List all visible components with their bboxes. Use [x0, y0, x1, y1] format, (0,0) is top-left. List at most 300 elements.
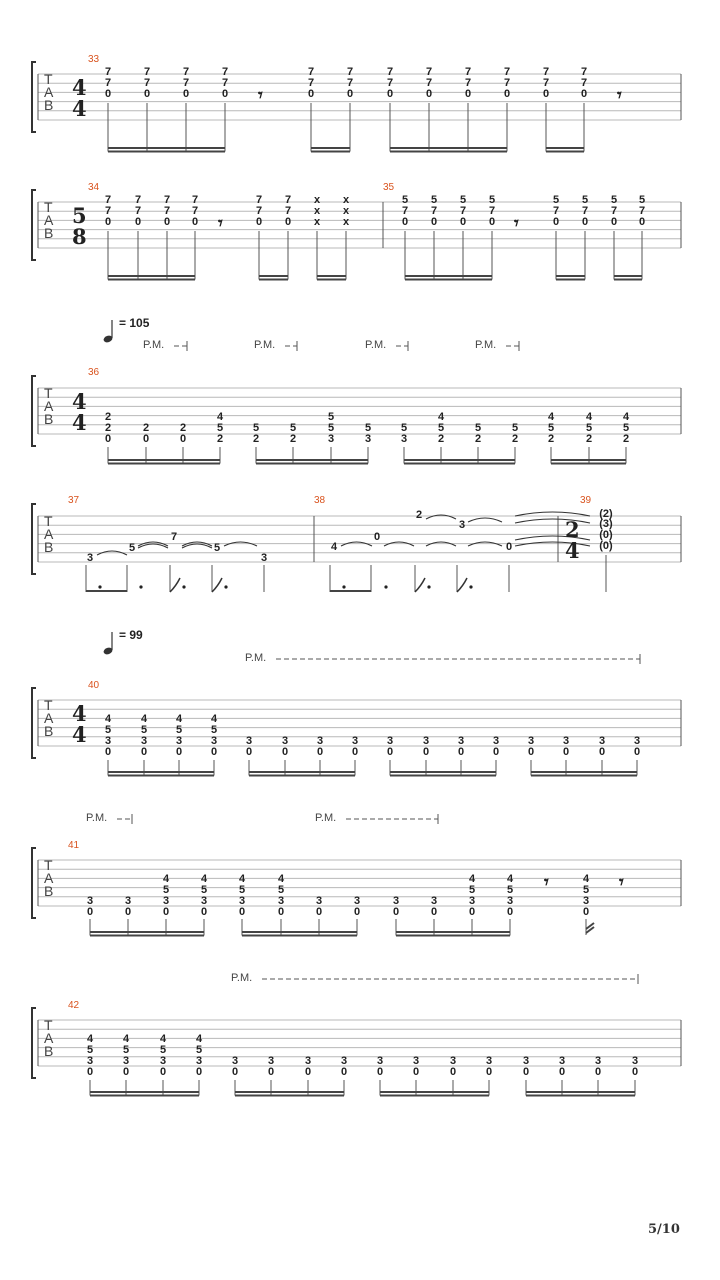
rest-symbol: 𝄾	[619, 872, 624, 892]
fret-number: 7	[134, 205, 142, 217]
fret-number: 0	[464, 88, 472, 100]
fret-number: 7	[191, 205, 199, 217]
fret-number: 3	[340, 1055, 348, 1067]
fret-number: 5	[104, 724, 112, 736]
system-bracket	[32, 376, 36, 446]
fret-number: 0	[238, 906, 246, 918]
fret-number: x	[313, 216, 321, 228]
time-signature-bottom: 4	[565, 538, 580, 563]
system-bracket	[32, 504, 36, 574]
fret-number: 0	[353, 906, 361, 918]
fret-number: 0	[122, 1066, 130, 1078]
fret-number: 3	[430, 895, 438, 907]
tab-clef-letter: B	[44, 723, 54, 739]
fret-number: 7	[191, 194, 199, 206]
fret-number: 0	[284, 216, 292, 228]
fret-number: 0	[304, 1066, 312, 1078]
fret-number: 3	[351, 735, 359, 747]
fret-number: (3)	[599, 518, 613, 530]
fret-number: 0	[142, 433, 150, 445]
fret-number: 7	[307, 77, 315, 89]
fret-number: 3	[485, 1055, 493, 1067]
fret-number: 3	[364, 433, 372, 445]
fret-number: 7	[170, 531, 178, 543]
fret-number: 5	[327, 411, 335, 423]
measure-number: 39	[580, 495, 592, 506]
fret-number: 4	[547, 411, 555, 423]
fret-number: 4	[506, 873, 514, 885]
fret-number: 2	[104, 411, 112, 423]
measure-number: 33	[88, 54, 100, 65]
palm-mute-label: P.M.	[254, 339, 276, 351]
fret-number: 0	[522, 1066, 530, 1078]
fret-number: 4	[330, 541, 338, 553]
rest-symbol: 𝄾	[514, 213, 519, 233]
fret-number: x	[342, 194, 350, 206]
tab-clef-letter: B	[44, 225, 54, 241]
fret-number: x	[342, 216, 350, 228]
fret-number: 7	[430, 205, 438, 217]
fret-number: 0	[346, 88, 354, 100]
fret-number: 2	[415, 509, 423, 521]
fret-number: 7	[542, 66, 550, 78]
fret-number: 2	[104, 422, 112, 434]
fret-number: 3	[522, 1055, 530, 1067]
fret-number: 3	[86, 552, 94, 564]
fret-number: 7	[221, 66, 229, 78]
fret-number: 3	[195, 1055, 203, 1067]
time-signature-bottom: 4	[72, 722, 87, 747]
palm-mute-label: P.M.	[231, 972, 253, 984]
fret-number: 7	[163, 194, 171, 206]
fret-number: 0	[315, 906, 323, 918]
fret-number: 0	[527, 746, 535, 758]
fret-number: 7	[255, 205, 263, 217]
fret-number: 0	[104, 433, 112, 445]
system-bracket	[32, 1008, 36, 1078]
fret-number: 3	[492, 735, 500, 747]
fret-number: 2	[252, 433, 260, 445]
fret-number: 3	[458, 519, 466, 531]
tab-clef-letter: B	[44, 883, 54, 899]
fret-number: 0	[598, 746, 606, 758]
fret-number: 0	[552, 216, 560, 228]
fret-number: 4	[468, 873, 476, 885]
rest-symbol: 𝄾	[617, 85, 622, 105]
tab-clef-letter: B	[44, 1043, 54, 1059]
measure-number: 35	[383, 182, 395, 193]
fret-number: 0	[392, 906, 400, 918]
fret-number: 0	[425, 88, 433, 100]
fret-number: 5	[459, 194, 467, 206]
fret-number: 7	[221, 77, 229, 89]
slide-curve	[515, 512, 590, 516]
tab-clef-letter: T	[44, 697, 53, 713]
slide-curve	[468, 518, 502, 522]
fret-number: 3	[386, 735, 394, 747]
fret-number: 3	[175, 735, 183, 747]
fret-number: 7	[464, 77, 472, 89]
fret-number: 3	[104, 735, 112, 747]
tab-clef-letter: B	[44, 411, 54, 427]
fret-number: 5	[401, 194, 409, 206]
fret-number: 0	[200, 906, 208, 918]
fret-number: 3	[412, 1055, 420, 1067]
fret-number: 3	[231, 1055, 239, 1067]
tab-clef-letter: B	[44, 97, 54, 113]
fret-number: 7	[425, 77, 433, 89]
fret-number: 0	[373, 531, 381, 543]
fret-number: 5	[122, 1044, 130, 1056]
fret-number: (0)	[599, 540, 613, 552]
time-signature-bottom: 4	[72, 410, 87, 435]
tab-clef-letter: A	[44, 1030, 54, 1046]
fret-number: 5	[195, 1044, 203, 1056]
fret-number: 0	[277, 906, 285, 918]
fret-number: 3	[200, 895, 208, 907]
fret-number: 2	[547, 433, 555, 445]
fret-number: 7	[346, 66, 354, 78]
time-signature-top: 4	[72, 75, 87, 100]
fret-number: 3	[315, 895, 323, 907]
fret-number: 0	[638, 216, 646, 228]
fret-number: 7	[425, 66, 433, 78]
fret-number: 5	[582, 884, 590, 896]
fret-number: 3	[140, 735, 148, 747]
palm-mute-label: P.M.	[315, 812, 337, 824]
fret-number: 5	[162, 884, 170, 896]
slide-curve	[138, 544, 168, 548]
fret-number: 4	[582, 873, 590, 885]
fret-number: 3	[527, 735, 535, 747]
fret-number: 0	[386, 746, 394, 758]
fret-number: 5	[210, 724, 218, 736]
flag	[457, 578, 467, 592]
dot	[469, 585, 472, 588]
fret-number: 3	[400, 433, 408, 445]
fret-number: 5	[622, 422, 630, 434]
fret-number: 4	[140, 713, 148, 725]
fret-number: 0	[580, 88, 588, 100]
fret-number: 7	[163, 205, 171, 217]
fret-number: 5	[277, 884, 285, 896]
fret-number: 7	[488, 205, 496, 217]
fret-number: 0	[86, 906, 94, 918]
fret-number: 0	[231, 1066, 239, 1078]
time-signature-bottom: 8	[72, 224, 87, 249]
fret-number: 0	[140, 746, 148, 758]
fret-number: 3	[162, 895, 170, 907]
fret-number: 0	[281, 746, 289, 758]
fret-number: x	[313, 205, 321, 217]
tab-clef-letter: T	[44, 1017, 53, 1033]
tempo-marking: = 105	[119, 316, 150, 330]
fret-number: 3	[304, 1055, 312, 1067]
fret-number: 0	[457, 746, 465, 758]
fret-number: 0	[104, 88, 112, 100]
fret-number: 0	[245, 746, 253, 758]
fret-number: 3	[245, 735, 253, 747]
fret-number: 0	[134, 216, 142, 228]
palm-mute-label: P.M.	[245, 652, 267, 664]
fret-number: 0	[562, 746, 570, 758]
fret-number: 4	[86, 1033, 94, 1045]
fret-number: 7	[580, 66, 588, 78]
fret-number: 3	[506, 895, 514, 907]
fret-number: 0	[492, 746, 500, 758]
fret-number: 0	[488, 216, 496, 228]
flag	[212, 578, 222, 592]
fret-number: 5	[610, 194, 618, 206]
fret-number: 2	[511, 433, 519, 445]
dot	[98, 585, 101, 588]
fret-number: 5	[506, 884, 514, 896]
fret-number: 7	[143, 77, 151, 89]
tab-clef-letter: T	[44, 199, 53, 215]
tab-clef-letter: T	[44, 513, 53, 529]
rest-symbol: 𝄾	[218, 213, 223, 233]
fret-number: 0	[594, 1066, 602, 1078]
fret-number: 5	[289, 422, 297, 434]
fret-number: 7	[459, 205, 467, 217]
fret-number: 3	[376, 1055, 384, 1067]
fret-number: 5	[159, 1044, 167, 1056]
fret-number: 7	[104, 194, 112, 206]
fret-number: 0	[610, 216, 618, 228]
fret-number: 7	[182, 66, 190, 78]
fret-number: 5	[86, 1044, 94, 1056]
fret-number: 3	[449, 1055, 457, 1067]
tab-clef-letter: A	[44, 398, 54, 414]
fret-number: 0	[267, 1066, 275, 1078]
fret-number: 3	[124, 895, 132, 907]
fret-number: 3	[86, 895, 94, 907]
fret-number: 7	[464, 66, 472, 78]
fret-number: 0	[351, 746, 359, 758]
fret-number: 3	[422, 735, 430, 747]
measure-number: 41	[68, 840, 80, 851]
fret-number: (0)	[599, 529, 613, 541]
fret-number: 0	[159, 1066, 167, 1078]
fret-number: 5	[585, 422, 593, 434]
fret-number: 5	[547, 422, 555, 434]
fret-number: 0	[316, 746, 324, 758]
fret-number: 5	[140, 724, 148, 736]
fret-number: 3	[238, 895, 246, 907]
fret-number: 3	[260, 552, 268, 564]
page-number: 5/10	[648, 1222, 680, 1237]
fret-number: 7	[503, 77, 511, 89]
dot	[139, 585, 142, 588]
fret-number: 0	[506, 906, 514, 918]
fret-number: 7	[610, 205, 618, 217]
fret-number: 4	[104, 713, 112, 725]
fret-number: 3	[86, 1055, 94, 1067]
fret-number: 0	[485, 1066, 493, 1078]
fret-number: 5	[474, 422, 482, 434]
fret-number: 0	[143, 88, 151, 100]
fret-number: 7	[284, 205, 292, 217]
fret-number: 5	[213, 542, 221, 554]
fret-number: 7	[386, 77, 394, 89]
fret-number: 0	[182, 88, 190, 100]
dot	[427, 585, 430, 588]
fret-number: 5	[638, 194, 646, 206]
palm-mute-label: P.M.	[365, 339, 387, 351]
fret-number: 0	[401, 216, 409, 228]
fret-number: 3	[159, 1055, 167, 1067]
fret-number: 5	[200, 884, 208, 896]
fret-number: 4	[585, 411, 593, 423]
fret-number: 2	[622, 433, 630, 445]
fret-number: 3	[277, 895, 285, 907]
fret-number: 4	[162, 873, 170, 885]
system-bracket	[32, 190, 36, 260]
fret-number: 0	[124, 906, 132, 918]
fret-number: 5	[488, 194, 496, 206]
tab-clef-letter: A	[44, 526, 54, 542]
fret-number: 7	[503, 66, 511, 78]
measure-number: 38	[314, 495, 326, 506]
fret-number: 0	[104, 216, 112, 228]
fret-number: 4	[437, 411, 445, 423]
time-signature-top: 5	[72, 203, 87, 228]
time-signature-top: 4	[72, 701, 87, 726]
fret-number: 3	[631, 1055, 639, 1067]
fret-number: 0	[255, 216, 263, 228]
fret-number: 7	[134, 194, 142, 206]
fret-number: 0	[104, 746, 112, 758]
measure-number: 42	[68, 1000, 80, 1011]
system-bracket	[32, 62, 36, 132]
fret-number: 3	[582, 895, 590, 907]
fret-number: 2	[437, 433, 445, 445]
fret-number: 3	[392, 895, 400, 907]
fret-number: 7	[638, 205, 646, 217]
measure-number: 37	[68, 495, 80, 506]
tab-clef-letter: A	[44, 870, 54, 886]
tab-clef-letter: A	[44, 212, 54, 228]
flag	[170, 578, 180, 592]
fret-number: 0	[210, 746, 218, 758]
fret-number: 5	[252, 422, 260, 434]
fret-number: 3	[457, 735, 465, 747]
fret-number: 0	[162, 906, 170, 918]
fret-number: 0	[581, 216, 589, 228]
fret-number: 3	[558, 1055, 566, 1067]
fret-number: 0	[422, 746, 430, 758]
fret-number: 3	[468, 895, 476, 907]
fret-number: 4	[238, 873, 246, 885]
fret-number: 2	[216, 433, 224, 445]
fret-number: 7	[307, 66, 315, 78]
fret-number: 4	[277, 873, 285, 885]
fret-number: 7	[182, 77, 190, 89]
fret-number: 5	[238, 884, 246, 896]
fret-number: 3	[316, 735, 324, 747]
fret-number: 0	[430, 216, 438, 228]
fret-number: 5	[327, 422, 335, 434]
fret-number: 4	[210, 713, 218, 725]
fret-number: 3	[633, 735, 641, 747]
fret-number: 0	[191, 216, 199, 228]
fret-number: 4	[122, 1033, 130, 1045]
tab-clef-letter: B	[44, 539, 54, 555]
fret-number: x	[313, 194, 321, 206]
fret-number: 7	[104, 205, 112, 217]
fret-number: 3	[598, 735, 606, 747]
tab-clef-letter: T	[44, 71, 53, 87]
fret-number: 5	[552, 194, 560, 206]
tab-clef-letter: T	[44, 385, 53, 401]
system-bracket	[32, 688, 36, 758]
fret-number: 3	[594, 1055, 602, 1067]
tab-clef-letter: A	[44, 710, 54, 726]
fret-number: 0	[459, 216, 467, 228]
fret-number: 4	[216, 411, 224, 423]
fret-number: 4	[175, 713, 183, 725]
dot	[224, 585, 227, 588]
fret-number: 7	[552, 205, 560, 217]
fret-number: 3	[353, 895, 361, 907]
fret-number: 0	[631, 1066, 639, 1078]
fret-number: 0	[86, 1066, 94, 1078]
fret-number: (2)	[599, 508, 613, 520]
time-signature-top: 2	[565, 517, 580, 542]
fret-number: 3	[327, 433, 335, 445]
palm-mute-label: P.M.	[86, 812, 108, 824]
fret-number: 0	[449, 1066, 457, 1078]
fret-number: 0	[582, 906, 590, 918]
dot	[384, 585, 387, 588]
fret-number: 5	[175, 724, 183, 736]
fret-number: 3	[281, 735, 289, 747]
fret-number: 7	[104, 77, 112, 89]
fret-number: 0	[412, 1066, 420, 1078]
tab-clef-letter: T	[44, 857, 53, 873]
fret-number: 7	[580, 77, 588, 89]
fret-number: 0	[307, 88, 315, 100]
fret-number: 7	[542, 77, 550, 89]
fret-number: 3	[267, 1055, 275, 1067]
time-signature-top: 4	[72, 389, 87, 414]
slide-curve	[182, 544, 212, 548]
fret-number: 2	[142, 422, 150, 434]
fret-number: 0	[221, 88, 229, 100]
fret-number: 0	[195, 1066, 203, 1078]
fret-number: 0	[376, 1066, 384, 1078]
fret-number: 0	[505, 541, 513, 553]
fret-number: 4	[159, 1033, 167, 1045]
tempo-marking: = 99	[119, 628, 143, 642]
fret-number: 0	[430, 906, 438, 918]
measure-number: 40	[88, 680, 100, 691]
fret-number: 5	[437, 422, 445, 434]
fret-number: 7	[386, 66, 394, 78]
fret-number: 3	[562, 735, 570, 747]
dot	[342, 585, 345, 588]
fret-number: 5	[581, 194, 589, 206]
fret-number: x	[342, 205, 350, 217]
fret-number: 7	[401, 205, 409, 217]
fret-number: 7	[143, 66, 151, 78]
fret-number: 7	[284, 194, 292, 206]
fret-number: 5	[400, 422, 408, 434]
palm-mute-label: P.M.	[475, 339, 497, 351]
fret-number: 0	[163, 216, 171, 228]
fret-number: 7	[255, 194, 263, 206]
fret-number: 5	[128, 542, 136, 554]
